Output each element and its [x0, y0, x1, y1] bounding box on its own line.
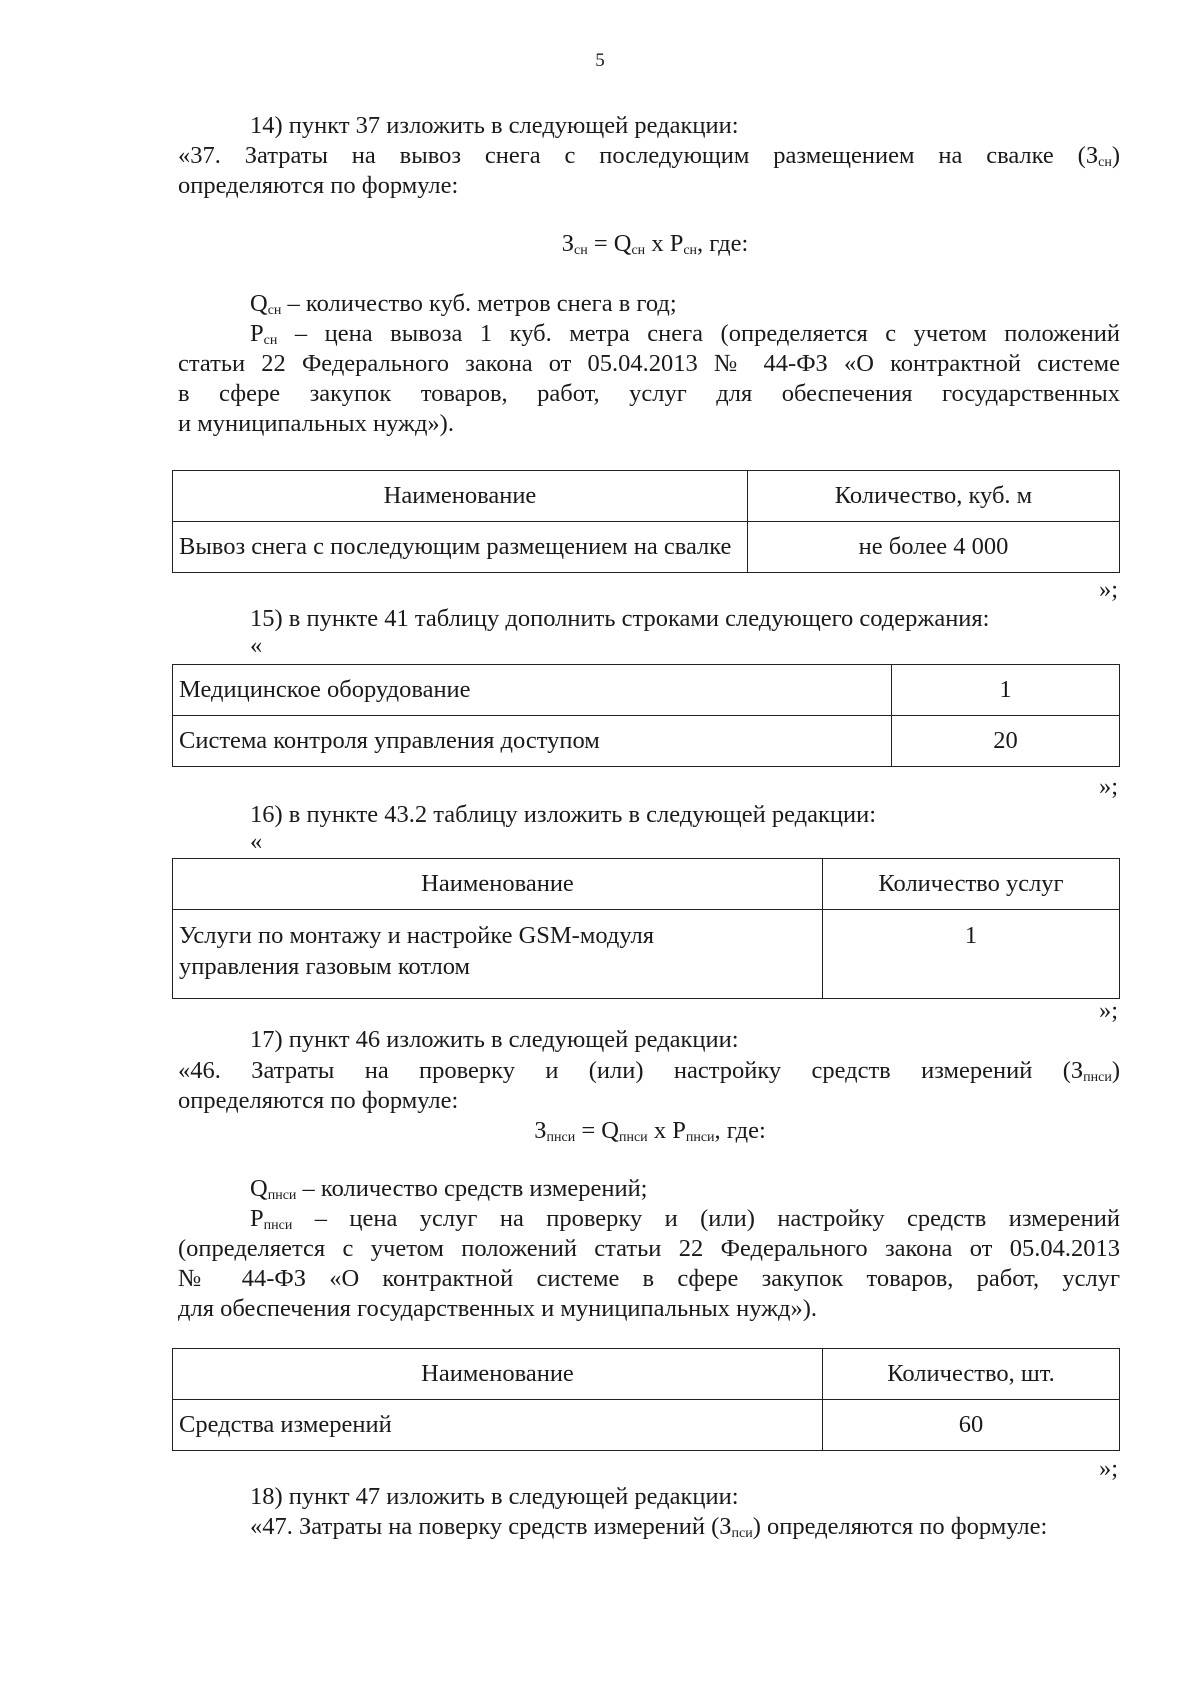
item15-open-quote: «	[250, 632, 263, 659]
item15-heading: 15) в пункте 41 таблицу дополнить строками следующего содержания:	[250, 605, 990, 632]
table-row	[173, 716, 1120, 767]
item15-close-quote: »;	[1098, 773, 1118, 800]
row-name: Медицинское оборудование	[173, 665, 892, 716]
header-name: Наименование	[173, 859, 823, 910]
item14-def-q: $Q_{сн}$ – количество куб. метров снега в год;	[250, 290, 677, 318]
item14-line1: «37. Затраты на вывоз снега с последующим размещением на свалке $(З_{сн})$	[178, 142, 1120, 170]
row-name: Средства измерений	[173, 1400, 823, 1451]
item17-line1: «46. Затраты на проверку и (или) настройку средств измерений $(З_{пнси})$	[178, 1057, 1120, 1085]
row-qty: 20	[892, 716, 1120, 767]
item14-table	[172, 470, 1120, 573]
header-qty: Количество, куб. м	[748, 471, 1120, 522]
table-row	[173, 522, 1120, 573]
header-qty: Количество, шт.	[823, 1349, 1120, 1400]
table-header-row	[173, 859, 1120, 910]
item16-open-quote: «	[250, 828, 263, 855]
item17-def-p: $Р_{пнси}$ – цена услуг на проверку и (или) настройку средств измерений	[250, 1205, 1120, 1233]
item17-close-quote: »;	[1098, 1455, 1118, 1482]
item14-def-p-line4: и муниципальных нужд»).	[178, 410, 454, 437]
table-row	[173, 665, 1120, 716]
row-qty: 1	[823, 910, 1120, 999]
item17-table	[172, 1348, 1120, 1451]
table-row	[173, 910, 1120, 999]
item17-def-p-line2: (определяется с учетом положений статьи 22 Федерального закона от 05.04.2013	[178, 1235, 1120, 1262]
item17-formula: $З_{пнси} = Q_{пнси}$ x $P_{пнси}$, где:	[534, 1117, 766, 1145]
row-qty: не более 4 000	[748, 522, 1120, 573]
header-name: Наименование	[173, 1349, 823, 1400]
item14-formula: $З_{сн} = Q_{сн}$ x $P_{сн}$, где:	[561, 230, 749, 258]
row-name: Вывоз снега с последующим размещением на свалке	[173, 522, 748, 573]
row-name: Система контроля управления доступом	[173, 716, 892, 767]
item14-def-p-line2: статьи 22 Федерального закона от 05.04.2013 № 44-ФЗ «О контрактной системе	[178, 350, 1120, 377]
header-qty: Количество услуг	[823, 859, 1120, 910]
item17-heading: 17) пункт 46 изложить в следующей редакции:	[250, 1026, 739, 1053]
page-number: 5	[595, 50, 605, 71]
row-qty: 60	[823, 1400, 1120, 1451]
item16-close-quote: »;	[1098, 997, 1118, 1024]
item17-def-q: $Q_{пнси}$ – количество средств измерений;	[250, 1175, 648, 1203]
item15-table	[172, 664, 1120, 767]
table-row	[173, 1400, 1120, 1451]
item14-close-quote: »;	[1098, 576, 1118, 603]
item14-def-p: $Р_{сн}$ – цена вывоза 1 куб. метра снега (определяется с учетом положений	[250, 320, 1120, 348]
item17-def-p-line3: № 44-ФЗ «О контрактной системе в сфере закупок товаров, работ, услуг	[178, 1265, 1120, 1292]
item16-table	[172, 858, 1120, 999]
table-header-row	[173, 471, 1120, 522]
table-header-row	[173, 1349, 1120, 1400]
item17-line2: определяются по формуле:	[178, 1087, 459, 1114]
header-name: Наименование	[173, 471, 748, 522]
item16-heading: 16) в пункте 43.2 таблицу изложить в следующей редакции:	[250, 801, 877, 828]
item14-def-p-line3: в сфере закупок товаров, работ, услуг для обеспечения государственных	[178, 380, 1120, 407]
item14-heading: 14) пункт 37 изложить в следующей редакции:	[250, 112, 739, 139]
item17-def-p-line4: для обеспечения государственных и муниципальных нужд»).	[178, 1295, 818, 1322]
item14-line2: определяются по формуле:	[178, 172, 459, 199]
item18-heading: 18) пункт 47 изложить в следующей редакции:	[250, 1483, 739, 1510]
item18-line1: «47. Затраты на поверку средств измерений $(З_{пси})$ определяются по формуле:	[250, 1513, 1048, 1541]
row-qty: 1	[892, 665, 1120, 716]
row-name: Услуги по монтажу и настройке GSM-модуля управления газовым котлом	[173, 910, 823, 999]
